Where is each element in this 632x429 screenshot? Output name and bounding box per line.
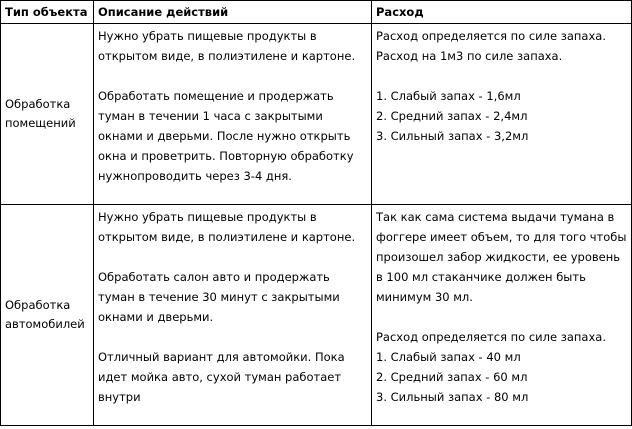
table-row — [1, 205, 632, 426]
header-description: Описание действий — [94, 1, 372, 24]
consumption-cell — [372, 24, 632, 205]
consumption-item: 1. Слабый запах - 40 мл — [376, 350, 521, 364]
consumption-cell — [372, 205, 632, 426]
header-row — [1, 1, 632, 24]
object-type-line: помещений — [5, 116, 76, 130]
consumption-text: Расход определяется по силе запаха. — [376, 330, 606, 344]
consumption-item: 2. Средний запах - 60 мл — [376, 370, 528, 384]
object-type-cell — [1, 24, 94, 205]
consumption-item: 3. Сильный запах - 3,2мл — [376, 129, 529, 143]
description-cell — [94, 24, 372, 205]
description-paragraph: Обработать салон авто и продержать туман в течение 30 минут с закрытыми окнами и дверьми. — [98, 270, 340, 324]
description-cell — [94, 205, 372, 426]
header-consumption: Расход — [372, 1, 632, 24]
object-type-line: Обработка — [5, 97, 71, 111]
description-paragraph: Обработать помещение и продержать туман в течении 1 часа с закрытыми окнами и дверьми. После нужно открыть окна и проветрить. Повторную обработку нужнопроводить через 3-4 дня. — [98, 89, 354, 183]
consumption-item: 2. Средний запах - 2,4мл — [376, 109, 528, 123]
consumption-text: Расход определяется по силе запаха. — [376, 29, 606, 43]
description-paragraph: Нужно убрать пищевые продукты в открытом виде, в полиэтилене и картоне. — [98, 210, 356, 244]
consumption-text: Так как сама система выдачи тумана в фоггере имеет объем, то для того чтобы произошел забор жидкости, ее уровень в 100 мл стаканчике должен быть минимум 30 мл. — [376, 210, 627, 304]
consumption-item: 1. Слабый запах - 1,6мл — [376, 89, 521, 103]
object-type-cell — [1, 205, 94, 426]
header-type: Тип объекта — [1, 1, 94, 24]
table-row — [1, 24, 632, 205]
object-type-line: Обработка — [5, 298, 71, 312]
description-paragraph: Отличный вариант для автомойки. Пока идет мойка авто, сухой туман работает внутри — [98, 350, 345, 404]
description-paragraph: Нужно убрать пищевые продукты в открытом виде, в полиэтилене и картоне. — [98, 29, 356, 63]
consumption-text: Расход на 1м3 по силе запаха. — [376, 49, 563, 63]
consumption-item: 3. Сильный запах - 80 мл — [376, 390, 529, 404]
object-type-line: автомобилей — [5, 317, 85, 331]
